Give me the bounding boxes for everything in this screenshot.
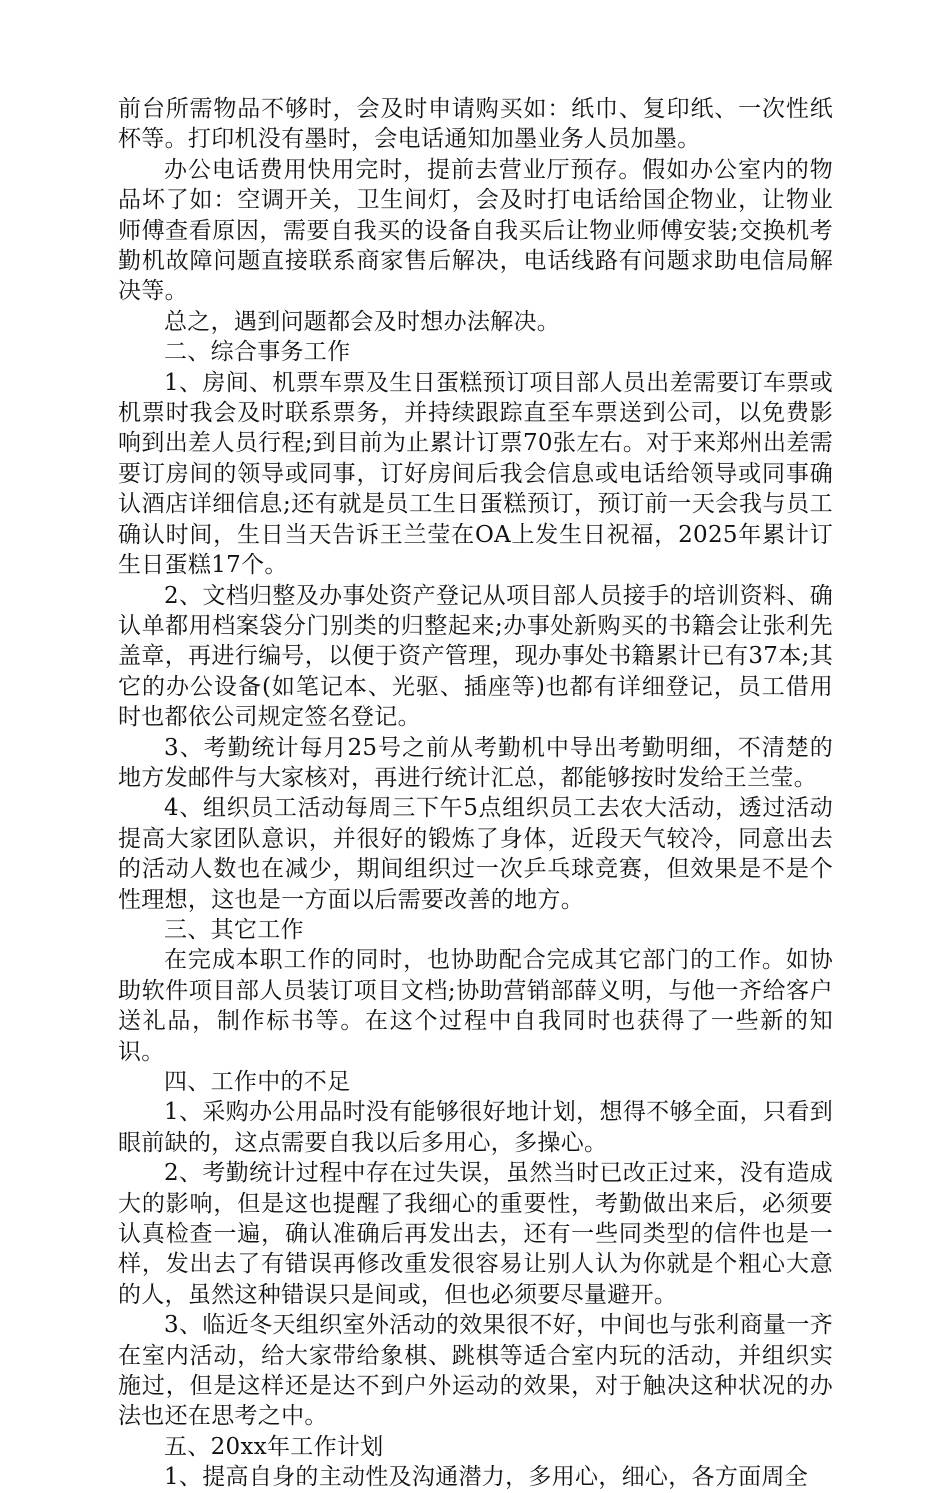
paragraph: 2、考勤统计过程中存在过失误，虽然当时已改正过来，没有造成大的影响，但是这也提醒了我细心的重要性，考勤做出来后，必须要认真检查一遍，确认准确后再发出去，还有一些同类型的信件也是一样，发出去了有错误再修改重发很容易让别人认为你就是个粗心大意的人，虽然这种错误只是间或，但也必须要尽量避开。 — [118, 1160, 833, 1308]
paragraph: 在完成本职工作的同时，也协助配合完成其它部门的工作。如协助软件项目部人员装订项目文档;协助营销部薛义明，与他一齐给客户送礼品，制作标书等。在这个过程中自我同时也获得了一些新的知识。 — [118, 947, 833, 1065]
paragraph: 3、考勤统计每月25号之前从考勤机中导出考勤明细，不清楚的地方发邮件与大家核对，再进行统计汇总，都能够按时发给王兰莹。 — [118, 734, 833, 791]
paragraph: 4、组织员工活动每周三下午5点组织员工去农大活动，透过活动提高大家团队意识，并很好的锻炼了身体，近段天气较冷，同意出去的活动人数也在减少，期间组织过一次乒乓球竞赛，但效果是不是个性理想，这也是一方面以后需要改善的地方。 — [118, 795, 833, 913]
paragraph: 办公电话费用快用完时，提前去营业厅预存。假如办公室内的物品坏了如：空调开关，卫生间灯，会及时打电话给国企物业，让物业师傅查看原因，需要自我买的设备自我买后让物业师傅安装;交换机考勤机故障问题直接联系商家售后解决，电话线路有问题求助电信局解决等。 — [118, 156, 833, 305]
paragraph: 1、房间、机票车票及生日蛋糕预订项目部人员出差需要订车票或机票时我会及时联系票务，并持续跟踪直至车票送到公司，以免费影响到出差人员行程;到目前为止累计订票70张左右。对于来郑州出差需要订房间的领导或同事，订好房间后我会信息或电话给领导或同事确认酒店详细信息;还有就是员工生日蛋糕预订，预订前一天会我与员工确认时间，生日当天告诉王兰莹在OA上发生日祝福，2025年累计订生日蛋糕17个。 — [118, 369, 833, 579]
section-heading: 四、工作中的不足 — [164, 1069, 351, 1095]
section-heading: 三、其它工作 — [164, 916, 304, 943]
section-heading: 二、综合事务工作 — [164, 339, 351, 366]
section-heading: 五、20xx年工作计划 — [164, 1433, 384, 1460]
paragraph: 总之，遇到问题都会及时想办法解决。 — [164, 308, 561, 335]
paragraph: 1、采购办公用品时没有能够很好地计划，想得不够全面，只看到眼前缺的，这点需要自我以后多用心，多操心。 — [118, 1099, 833, 1156]
document-body — [118, 94, 833, 1493]
paragraph: 3、临近冬天组织室外活动的效果很不好，中间也与张利商量一齐在室内活动，给大家带给象棋、跳棋等适合室内玩的活动，并组织实施过，但是这样还是达不到户外运动的效果，对于触决这种状况的办法也还在思考之中。 — [118, 1312, 833, 1430]
paragraph: 2、文档归整及办事处资产登记从项目部人员接手的培训资料、确认单都用档案袋分门别类的归整起来;办事处新购买的书籍会让张利先盖章，再进行编号，以便于资产管理，现办事处书籍累计已有37本;其它的办公设备(如笔记本、光驱、插座等)也都有详细登记，员工借用时也都依公司规定签名登记。 — [118, 582, 833, 731]
paragraph: 前台所需物品不够时，会及时申请购买如：纸巾、复印纸、一次性纸杯等。打印机没有墨时，会电话通知加墨业务人员加墨。 — [118, 96, 833, 153]
paragraph: 1、提高自身的主动性及沟通潜力，多用心，细心，各方面周全 — [164, 1464, 809, 1491]
